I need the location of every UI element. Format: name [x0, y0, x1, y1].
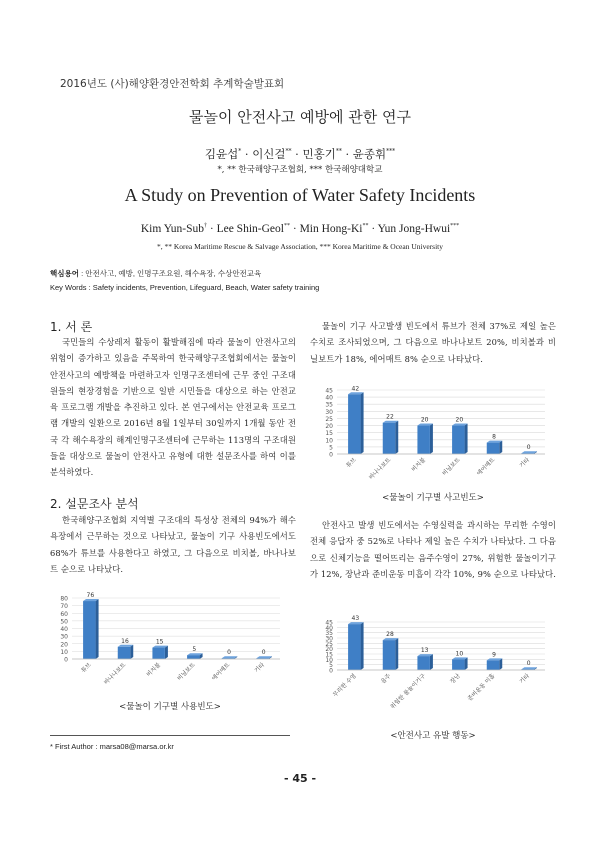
- authors-english: [0, 223, 600, 235]
- author-sep: ·: [368, 223, 378, 235]
- bar-side: [430, 424, 433, 454]
- data-label: 0: [227, 649, 231, 657]
- y-tick-label: 0: [64, 656, 68, 664]
- author-sep: ·: [341, 147, 353, 161]
- y-tick-label: 30: [325, 635, 333, 643]
- data-label: 8: [492, 433, 496, 441]
- y-tick-label: 10: [325, 437, 333, 445]
- right-paragraph-1: 물놀이 기구 사고발생 빈도에서 튜브가 전체 37%로 제일 높은 수치로 조사되었으며, 그 다음으로 바나나보트 20%, 비치볼과 비닐보트가 18%, 에어매트 8% 순으로 나타났다.: [310, 321, 556, 364]
- author-3-mark: **: [335, 148, 342, 156]
- data-label: 15: [155, 638, 164, 646]
- y-tick-label: 40: [325, 394, 333, 402]
- keywords-korean-text: : 안전사고, 예방, 인명구조요원, 해수욕장, 수상안전교육: [78, 269, 262, 278]
- data-label: 28: [386, 631, 394, 639]
- bar: [118, 647, 130, 659]
- affiliations-korean: *, ** 한국해양구조협회, *** 한국해양대학교: [217, 165, 383, 175]
- y-tick-label: 30: [325, 408, 333, 416]
- y-tick-label: 20: [60, 641, 68, 649]
- x-tick-label: 바나나보트: [368, 457, 393, 482]
- author-2-en-mark: **: [283, 223, 290, 230]
- bar-side: [96, 599, 99, 659]
- author-1-en: Kim Yun-Sub: [140, 223, 204, 235]
- author-3-en: Min Hong-Ki: [299, 223, 363, 235]
- incident-behavior-chart: [305, 608, 555, 720]
- page-number: - 45 -: [283, 772, 317, 785]
- data-label: 13: [420, 647, 429, 655]
- data-label: 20: [455, 416, 464, 424]
- author-2: 이신걸: [252, 147, 286, 161]
- usage-frequency-chart: [40, 588, 290, 700]
- y-tick-label: 45: [325, 619, 333, 627]
- bar: [452, 426, 464, 454]
- footnote: * First Author : marsa08@marsa.or.kr: [50, 742, 174, 751]
- x-tick-label: 기타: [518, 673, 532, 686]
- x-tick-label: 튜브: [80, 662, 93, 675]
- author-4-mark: ***: [386, 148, 396, 156]
- y-tick-label: 10: [325, 656, 333, 664]
- y-tick-label: 60: [60, 610, 68, 618]
- bar-side: [395, 638, 398, 670]
- section1-heading: 1. 서 론: [50, 320, 93, 334]
- bar: [383, 423, 395, 454]
- keywords-korean-label: 핵심용어: [50, 269, 79, 278]
- bar-side: [361, 392, 364, 454]
- bar-side: [395, 421, 398, 454]
- author-3: 민홍기: [302, 147, 336, 161]
- bar: [187, 655, 199, 659]
- y-tick-label: 0: [329, 451, 333, 459]
- section1-paragraph: 국민들의 수상레저 활동이 활발해짐에 따라 물놀이 안전사고의 위험이 증가하고 있음을 주목하여 한국해양구조협회에서는 물놀이 안전사고의 예방책을 마련하고자 인명구조센터에 근무 중인 구조대원들의 현장경험을 기반으로 일반 시민들을 대상으로 하는 안전교육 프로그램 개발을 추진하고 있다. 본 연구에서는 안전교육 프로그램 개발의 일환으로 2016년 8월 1일부터 30일까지 1개월 동안 전국 각 해수욕장의 해계인명구조센터에 근무하는 113명의 구조대원들을 대상으로 물놀이 안전사고 유형에 대한 설문조사를 하여 이를 분석하였다.: [50, 337, 296, 478]
- keywords-english-label: Key Words: [50, 283, 87, 292]
- x-tick-label: 에어매트: [476, 457, 497, 478]
- bar: [83, 601, 95, 659]
- x-tick-label: 무리한 수영: [332, 673, 358, 699]
- data-label: 0: [526, 444, 531, 452]
- author-sep: ·: [289, 223, 300, 235]
- y-tick-label: 40: [60, 626, 68, 633]
- accident-frequency-chart: [305, 380, 555, 488]
- author-3-en-mark: **: [362, 223, 369, 230]
- bar-side: [499, 441, 502, 454]
- keywords-english-text: : Safety incidents, Prevention, Lifeguard, Beach, Water safety training: [86, 283, 320, 292]
- y-tick-label: 5: [329, 662, 333, 670]
- section2-paragraph: 한국해양구조협회 지역별 구조대의 특성상 전체의 94%가 해수욕장에서 근무하는 것으로 나타났고, 물놀이 기구 사용빈도에서도 68%가 튜브를 사용한다고 하였고, 그 다음으로 비치볼, 바나나보트 순으로 나타났다.: [50, 515, 296, 574]
- x-tick-label: 비닐보트: [441, 457, 462, 478]
- y-tick-label: 45: [325, 387, 333, 395]
- y-tick-label: 20: [325, 646, 333, 654]
- data-label: 42: [351, 385, 360, 393]
- y-tick-label: 70: [60, 603, 68, 611]
- author-1: 김윤섭: [204, 147, 239, 161]
- x-tick-label: 에어매트: [211, 662, 232, 683]
- bar-side: [130, 645, 133, 659]
- x-tick-label: 비치볼: [410, 457, 428, 474]
- chart1-caption: <물놀이 기구별 사용빈도>: [119, 702, 221, 712]
- author-1-mark: *: [238, 148, 242, 156]
- x-tick-label: 비치볼: [145, 662, 163, 679]
- authors-korean: [0, 146, 600, 162]
- data-label: 0: [526, 660, 531, 668]
- y-tick-label: 20: [325, 423, 333, 431]
- x-tick-label: 준비운동 미흡: [467, 673, 497, 703]
- y-tick-label: 15: [325, 651, 333, 659]
- author-4-en-mark: ***: [450, 223, 460, 230]
- right-paragraph-2: 안전사고 발생 빈도에서는 수영실력을 과시하는 무리한 수영이 전체 응답자 중 52%로 나타나 제일 높은 수치가 나타났다. 그 다음으로 신체기능을 떨어뜨리는 음주수영이 27%, 위험한 물놀이기구가 12%, 장난과 준비운동 미흡이 각각 10%, 9% 순으로 나타났다.: [310, 520, 556, 579]
- data-label: 76: [86, 592, 95, 600]
- y-tick-label: 35: [325, 401, 333, 409]
- conference-header: 2016년도 (사)해양환경안전학회 추계학술발표회: [60, 78, 285, 90]
- author-4-en: Yun Jong-Hwui: [377, 223, 451, 235]
- data-label: 0: [261, 649, 266, 657]
- author-2-en: Lee Shin-Geol: [216, 223, 284, 235]
- x-tick-label: 기타: [253, 662, 267, 675]
- bar: [383, 640, 395, 670]
- bar-side: [361, 622, 364, 670]
- x-tick-label: 음주: [380, 673, 393, 686]
- bar: [487, 660, 499, 670]
- title-english: A Study on Prevention of Water Safety Incidents: [124, 185, 476, 205]
- x-tick-label: 튜브: [345, 457, 358, 470]
- x-tick-label: 위험한 물놀이기구: [389, 673, 428, 711]
- y-tick-label: 10: [60, 648, 68, 656]
- author-sep: ·: [241, 147, 253, 161]
- keywords-korean: [50, 268, 261, 279]
- data-label: 43: [351, 615, 360, 623]
- bar-side: [430, 654, 433, 670]
- data-label: 22: [386, 413, 394, 421]
- y-tick-label: 25: [325, 415, 333, 423]
- bar-side: [465, 424, 468, 454]
- bar: [348, 394, 360, 454]
- y-tick-label: 5: [329, 444, 333, 452]
- bar-side: [165, 646, 168, 659]
- author-2-mark: **: [285, 148, 292, 156]
- title-korean: 물놀이 안전사고 예방에 관한 연구: [189, 108, 411, 126]
- section2-heading: 2. 설문조사 분석: [50, 497, 139, 511]
- bar: [348, 624, 360, 670]
- y-tick-label: 40: [325, 624, 333, 632]
- data-label: 20: [420, 416, 429, 424]
- author-4: 윤종휘: [352, 147, 387, 161]
- author-sep: ·: [291, 147, 303, 161]
- data-label: 16: [121, 637, 129, 645]
- author-1-en-mark: †: [203, 223, 207, 230]
- affiliations-english: *, ** Korea Maritime Rescue & Salvage Association, *** Korea Maritime & Ocean University: [157, 242, 443, 251]
- y-tick-label: 0: [329, 667, 333, 675]
- bar-side: [499, 658, 502, 670]
- bar: [417, 656, 429, 670]
- y-tick-label: 35: [325, 630, 333, 638]
- chart3-caption: <안전사고 유발 행동>: [390, 731, 476, 741]
- x-tick-label: 장난: [449, 673, 462, 686]
- bar: [152, 648, 164, 659]
- y-tick-label: 25: [325, 640, 333, 648]
- data-label: 10: [455, 650, 464, 658]
- bar: [487, 443, 499, 454]
- keywords-english: [50, 283, 319, 292]
- y-tick-label: 80: [60, 595, 68, 603]
- x-tick-label: 바나나보트: [103, 662, 128, 687]
- bar-side: [465, 657, 468, 670]
- data-label: 9: [492, 651, 496, 659]
- data-label: 5: [192, 646, 197, 654]
- bar: [452, 659, 464, 670]
- y-tick-label: 15: [325, 430, 333, 438]
- author-sep: ·: [206, 223, 217, 235]
- chart2-caption: <물놀이 기구별 사고빈도>: [382, 493, 484, 503]
- y-tick-label: 30: [60, 633, 68, 641]
- x-tick-label: 기타: [518, 457, 532, 470]
- y-tick-label: 50: [60, 618, 68, 626]
- x-tick-label: 비닐보트: [176, 662, 197, 683]
- footnote-divider: [50, 735, 290, 736]
- bar: [417, 426, 429, 454]
